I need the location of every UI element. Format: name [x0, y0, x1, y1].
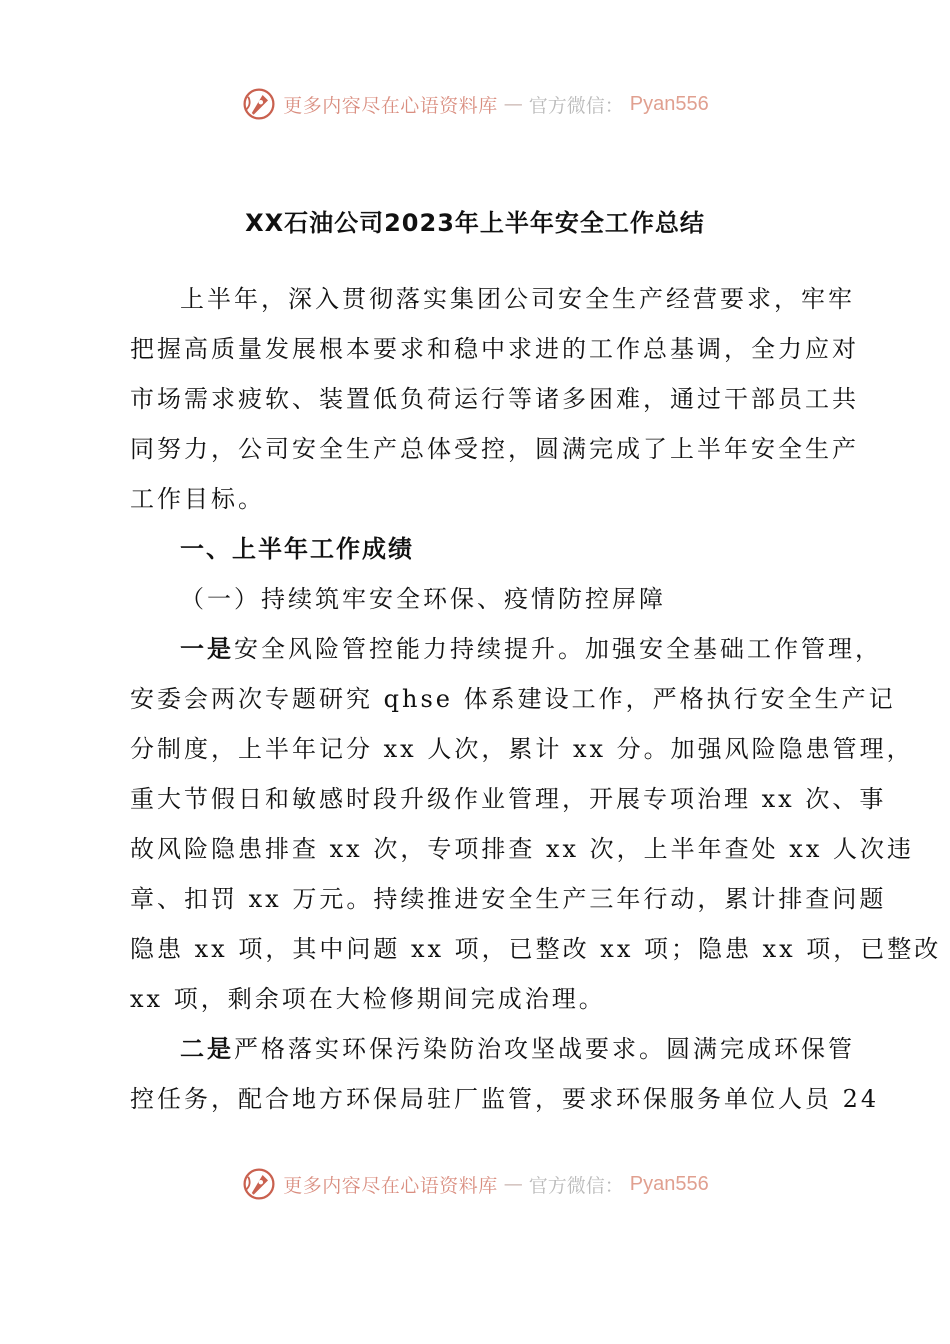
item1-line: 故风险隐患排查 xx 次，专项排查 xx 次，上半年查处 xx 人次违 — [130, 835, 914, 863]
item1-line: 章、扣罚 xx 万元。持续推进安全生产三年行动，累计排查问题 — [130, 885, 887, 913]
item2-first-text: 严格落实环保污染防治攻坚战要求。圆满完成环保管 — [234, 1035, 855, 1063]
watermark-header — [0, 82, 950, 126]
item1-line: 分制度，上半年记分 xx 人次，累计 xx 分。加强风险隐患管理， — [130, 735, 914, 763]
item1-first-text: 安全风险管控能力持续提升。加强安全基础工作管理， — [234, 635, 882, 663]
item2-first-line — [130, 1024, 855, 1074]
intro-line: 市场需求疲软、装置低负荷运行等诸多困难，通过干部员工共 — [130, 385, 859, 413]
item2-line: 控任务，配合地方环保局驻厂监管，要求环保服务单位人员 24 — [130, 1085, 880, 1113]
watermark-text: 更多内容尽在心语资料库 — [283, 1174, 498, 1197]
intro-line: 上半年，深入贯彻落实集团公司安全生产经营要求，牢牢 — [180, 285, 855, 313]
item1-line: 安委会两次专题研究 qhse 体系建设工作，严格执行安全生产记 — [130, 685, 896, 713]
watermark-wechat-id: Pyan556 — [629, 1172, 709, 1195]
item1-line: 重大节假日和敏感时段升级作业管理，开展专项治理 xx 次、事 — [130, 785, 887, 813]
document-body — [130, 274, 942, 1124]
watermark-wechat-id: Pyan556 — [629, 92, 709, 115]
pen-nib-logo-icon — [241, 1166, 277, 1202]
subsection-heading: （一）持续筑牢安全环保、疫情防控屏障 — [180, 585, 666, 613]
intro-line: 工作目标。 — [130, 485, 265, 513]
document-title: XX石油公司2023年上半年安全工作总结 — [245, 209, 705, 237]
intro-line: 同努力，公司安全生产总体受控，圆满完成了上半年安全生产 — [130, 435, 859, 463]
section-heading: 一、上半年工作成绩 — [180, 535, 414, 563]
watermark-dash: — — [503, 1173, 523, 1195]
watermark-dash: — — [503, 93, 523, 115]
item1-line: xx 项，剩余项在大检修期间完成治理。 — [130, 985, 606, 1013]
pen-nib-logo-icon — [241, 86, 277, 122]
intro-line: 把握高质量发展根本要求和稳中求进的工作总基调，全力应对 — [130, 335, 859, 363]
item1-lead: 一是 — [180, 635, 234, 663]
item1-line: 隐患 xx 项，其中问题 xx 项，已整改 xx 项；隐患 xx 项，已整改 — [130, 935, 942, 963]
watermark-wechat-label: 官方微信： — [528, 1174, 624, 1197]
item2-lead: 二是 — [180, 1035, 234, 1063]
watermark-footer — [0, 1162, 950, 1206]
watermark-wechat-label: 官方微信： — [528, 94, 624, 117]
item1-first-line — [130, 624, 882, 674]
watermark-text: 更多内容尽在心语资料库 — [283, 94, 498, 117]
